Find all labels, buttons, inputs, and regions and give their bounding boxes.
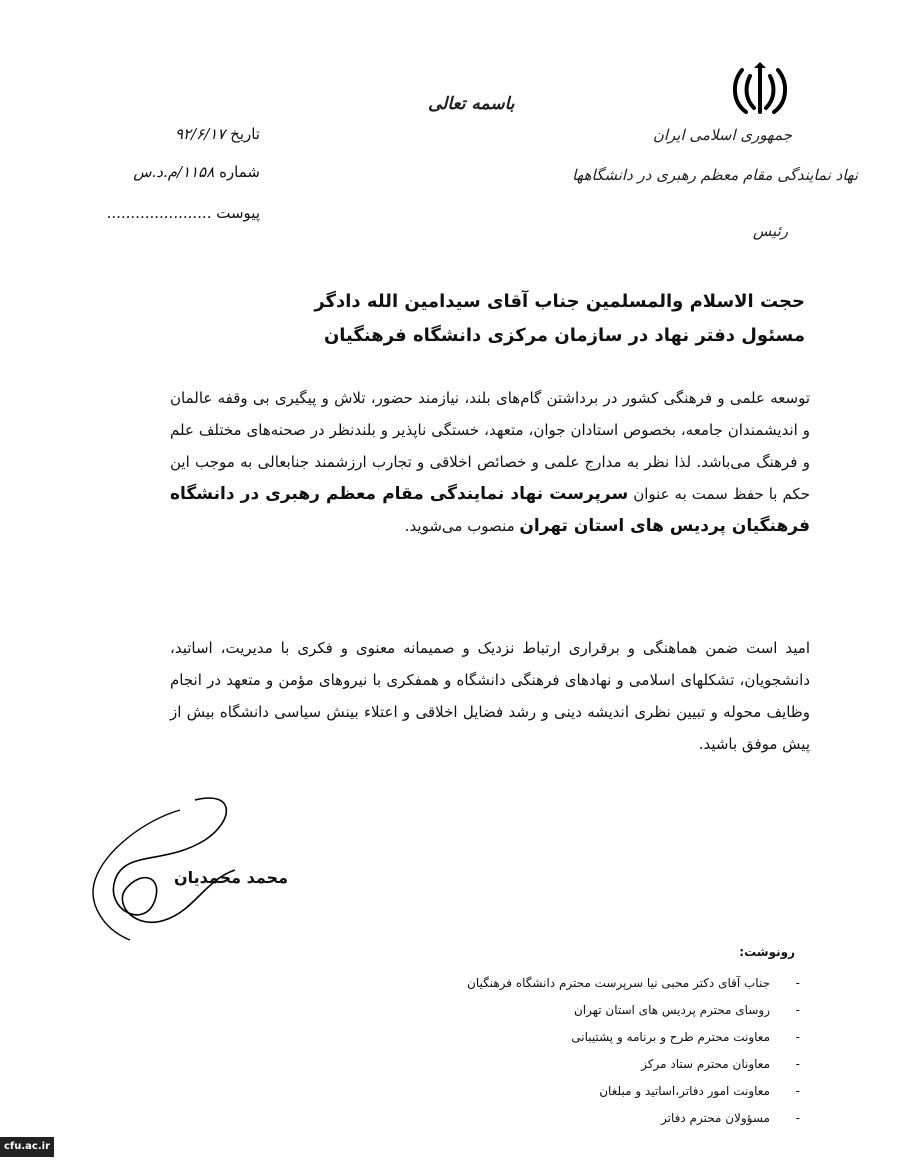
cc-item: - معاونان محترم ستاد مرکز: [290, 1051, 770, 1078]
handwritten-signature: [85, 780, 255, 945]
recipient-line-1: حجت الاسلام والمسلمین جناب آقای سیدامین الله دادگر: [314, 291, 805, 312]
body-p1-text: توسعه علمی و فرهنگی کشور در برداشتن گام‌های بلند، نیازمند حضور، تلاش و پیگیری بی وقفه عالمان و اندیشمندان جامعه، بخصوص استادان جوان، متعهد، خستگی ناپذیر و بلندنظر در صحنه‌های مختلف علم و فرهنگ می‌باشد. لذا نظر به مدارج علمی و خصائص اخلاقی و تجارب ارزشمند جنابعالی به موجب این حکم با حفظ سمت به عنوان: [170, 389, 810, 503]
recipient-block: [205, 285, 805, 353]
signatory-name: محمد محمدیان: [173, 868, 288, 887]
cc-title: رونوشت:: [739, 945, 795, 959]
number-value: ۱۱۵۸/م.د.س: [133, 163, 215, 181]
site-watermark: cfu.ac.ir: [0, 1137, 54, 1157]
org-country: جمهوری اسلامی ایران: [652, 126, 792, 144]
body-p2-text: امید است ضمن هماهنگی و برقراری ارتباط نزدیک و صمیمانه معنوی و فکری با مدیریت، اساتید، دانشجویان، تشکلهای اسلامی و نهادهای فرهنگی دانشگاه و همفکری با نیروهای مؤمن و متعهد در انجام وظایف محوله و تبیین نظری اندیشه دینی و رشد فضایل اخلاقی و اعتلاء بینش سیاسی دانشگاه بیش از پیش موفق باشید.: [170, 639, 810, 753]
number-row: [70, 163, 260, 181]
invocation: باسمه تعالی: [428, 94, 515, 114]
attachment-label: پیوست: [216, 204, 260, 222]
attachment-value: ......................: [106, 204, 212, 222]
iran-emblem-icon: [730, 62, 790, 118]
date-value: ۹۲/۶/۱۷: [174, 125, 226, 143]
cc-item: - معاونت محترم طرح و برنامه و پشتیبانی: [290, 1024, 770, 1051]
cc-item: - روسای محترم پردیس های استان تهران: [290, 997, 770, 1024]
cc-item: - جناب آقای دکتر محبی نیا سرپرست محترم دانشگاه فرهنگیان: [290, 970, 770, 997]
org-title: رئیس: [752, 222, 788, 240]
body-p1-bold: سرپرست نهاد نمایندگی مقام معظم رهبری در دانشگاه فرهنگیان پردیس های استان تهران: [170, 484, 810, 536]
date-row: [70, 125, 260, 143]
cc-item: - معاونت امور دفاتر،اساتید و مبلغان: [290, 1078, 770, 1105]
body-paragraph-2: [170, 632, 810, 760]
body-paragraph-1: [170, 382, 810, 542]
cc-list: [290, 970, 770, 1132]
number-label: شماره: [219, 163, 260, 181]
attachment-row: [70, 204, 260, 222]
org-name: نهاد نمایندگی مقام معظم رهبری در دانشگاهها: [572, 166, 858, 184]
cc-item: - مسؤولان محترم دفاتر: [290, 1105, 770, 1132]
recipient-line-2: مسئول دفتر نهاد در سازمان مرکزی دانشگاه فرهنگیان: [323, 325, 805, 346]
body-p1-end: منصوب می‌شوید.: [404, 517, 515, 535]
date-label: تاریخ: [230, 125, 260, 143]
